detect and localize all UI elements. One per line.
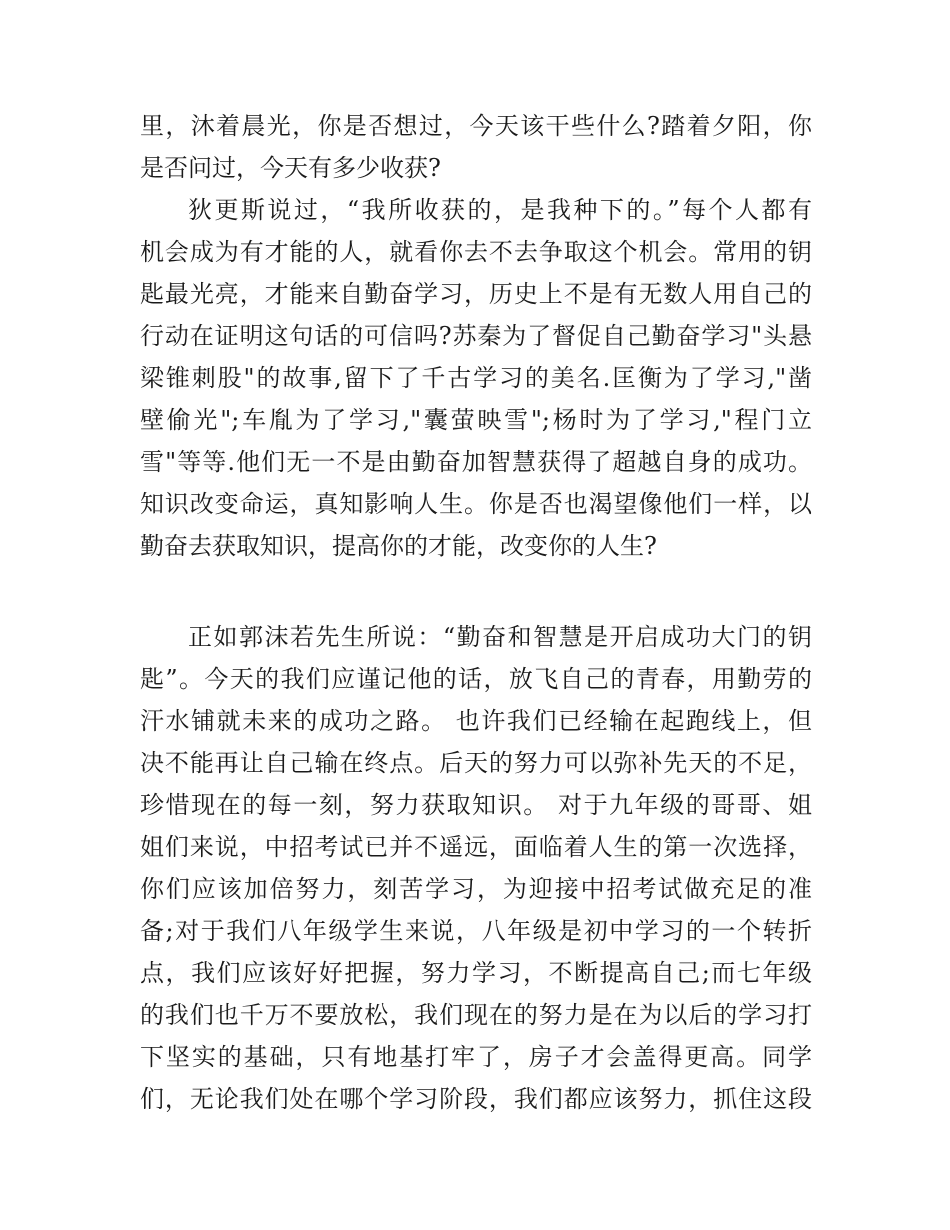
text-line: 的我们也千万不要放松，我们现在的努力是在为以后的学习打: [140, 1001, 812, 1029]
text-line: 备;对于我们八年级学生来说，八年级是初中学习的一个转折: [140, 917, 812, 945]
text-line: 雪"等等.他们无一不是由勤奋加智慧获得了超越自身的成功。: [140, 448, 812, 476]
text-line: 下坚实的基础，只有地基打牢了，房子才会盖得更高。同学: [140, 1043, 812, 1071]
text-line: 汗水铺就未来的成功之路。 也许我们已经输在起跑线上，但: [140, 707, 812, 735]
text-line: 决不能再让自己输在终点。后天的努力可以弥补先天的不足，: [140, 749, 812, 777]
text-line: 姐们来说，中招考试已并不遥远，面临着人生的第一次选择，: [140, 833, 812, 861]
text-line: 知识改变命运，真知影响人生。你是否也渴望像他们一样，以: [140, 490, 812, 518]
text-line: 行动在证明这句话的可信吗?苏秦为了督促自己勤奋学习"头悬: [140, 322, 812, 350]
text-line: 勤奋去获取知识，提高你的才能，改变你的人生?: [140, 532, 657, 560]
text-line: 们，无论我们处在哪个学习阶段，我们都应该努力，抓住这段: [140, 1085, 812, 1113]
text-line: 梁锥刺股"的故事,留下了千古学习的美名.匡衡为了学习,"凿: [140, 364, 812, 392]
paragraph-block-1: [140, 105, 812, 567]
paragraph-first-line: 狄更斯说过，“我所收获的，是我种下的。”每个人都有: [188, 196, 812, 224]
paragraph-block-2: [140, 616, 812, 1120]
text-line: 是否问过，今天有多少收获?: [140, 154, 441, 182]
text-line: 匙最光亮，才能来自勤奋学习，历史上不是有无数人用自己的: [140, 280, 812, 308]
text-line: 珍惜现在的每一刻，努力获取知识。 对于九年级的哥哥、姐: [140, 791, 812, 819]
text-line: 你们应该加倍努力，刻苦学习，为迎接中招考试做充足的准: [140, 875, 812, 903]
text-line: 匙”。今天的我们应谨记他的话，放飞自己的青春，用勤劳的: [140, 665, 812, 693]
paragraph-first-line: 正如郭沫若先生所说：“勤奋和智慧是开启成功大门的钥: [188, 623, 812, 651]
text-line: 壁偷光";车胤为了学习,"囊萤映雪";杨时为了学习,"程门立: [140, 406, 812, 434]
text-line: 点，我们应该好好把握，努力学习，不断提高自己;而七年级: [140, 959, 812, 987]
text-line: 里，沐着晨光，你是否想过，今天该干些什么?踏着夕阳，你: [140, 112, 812, 140]
text-line: 机会成为有才能的人，就看你去不去争取这个机会。常用的钥: [140, 238, 812, 266]
